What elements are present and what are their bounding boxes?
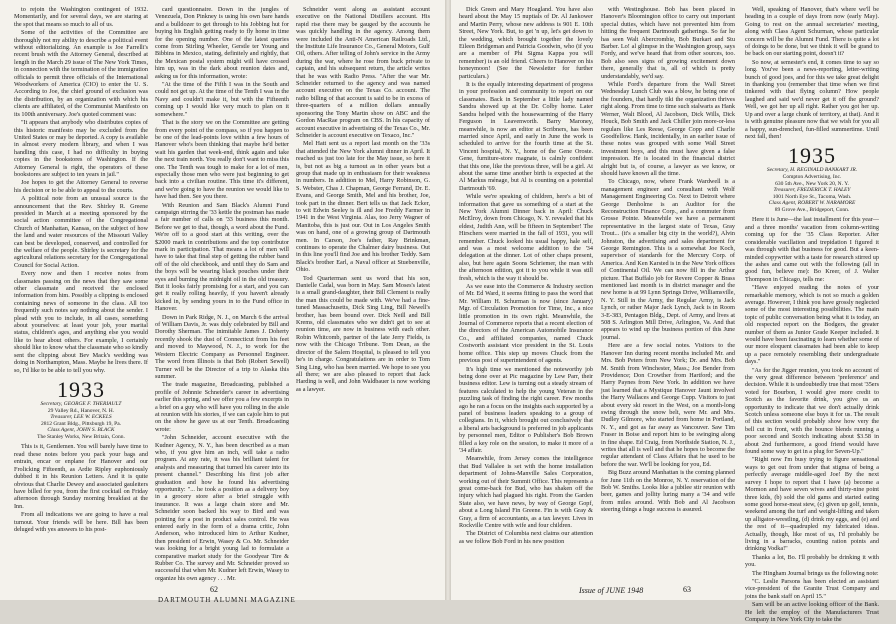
paragraph: with Westinghouse. Bob has been placed in Hanover's Bloomington office to carry out important special duties, which have not prevented him from hitting the frequent Dartmouth gatherings. So far he has seen Walt Abercrombie, Bob Burkart and Stu Barber. Lo! al glimpse in the Washington group, says Fordy, and we've heard that from other sources, too. Bob also sees signs of growing excitement down there, generally that is, all of which is pretty understandably, we'd say. [601, 6, 735, 80]
class-address: 2812 Grant Bldg., Pittsburgh 19, Pa. [40, 420, 122, 427]
class-agent: Class Agent, JOHN S. BLACK [47, 427, 115, 434]
paragraph: The District of Columbia next claims our attention as we follow Bob Ford in his new position [459, 530, 593, 545]
class-notes-1934-end [745, 6, 879, 140]
paragraph: This is it, Gentlemen. You will barely have time to read these notes before you pack your bags and entrain, encar or enplane for Hanover and our Frolicking Fifteenth, as Ardie Ripley euphoniously dubbed it in his Reunion Letters. And it is quite obvious that Charlie Dewey and associated gauleiters have billed for you, from the first cocktail on Friday afternoon through Sunday morning breakfast at the Inn. [14, 443, 148, 510]
paragraph: From all indications we are going to have a real turnout. Your friends will be here. Bill has been deluged with yes answers to his post- [14, 511, 148, 533]
right-column-3 [745, 6, 879, 624]
paragraph: To Chicago, now, where Frank Wardwell is a management engineer and consultant with Wolf Management Engineering Co. Next to Detroit where George Denholme is an Auditor for the Reconstruction Finance Corp., and a commuter from Grosse Pointe. Meanwhile we have a permanent representative in the largest state of Texas, Gray Trout... (it's a smaller big city in the world?), Alvin Johnston, the advertising and sales department for George Remington. This is a somewhat Joe Koch, supervisor of standards for the Mercury Corp. of America. And Ken Karsted is in the New York offices of Continental Oil. We can now fill in the Arthur picture. That Buffalo job for Revere Copper & Brass mentioned last month is in district manager and the new home is at 99 Lynn Springs Drive, Williamsville, N. Y. Still in the Army, the Regular Army, is Jack Lynch, or rather Major Jack Lynch, Jack is in Room 3-E-383, Pentagon Bldg., Dept. of Army, and lives at 508 S. Arlington Mill Drive, Arlington, Va. And that appears to wind up the business portion of this June journal. [601, 178, 735, 341]
paragraph: With Reunion and Sam Black's Alumni Fund campaign stirring the '33 kettle the postman has made a fair number of calls on '33 business this month. Before we get to that, though, a word about the Fund. We're off to a good start at this writing, over the $2000 mark in contributions and the top contributor mark in participation. That means a lot of men will have to take that final step of getting the rubber band off of the old checkbook, and until they do Sam and the boys will be wearing black pouches under their eyes and burning the midnight oil in the old treasury. But it looks fairly promising for a start, and you can get it really rolling heavily, if you haven't already kicked in, by sending yours in to the Fund office in Hanover. [155, 201, 289, 313]
paragraph: Well, speaking of Hanover, that's where we'll be heading in a couple of days from now (early May). Going to rest on the annual secretaries' meeting, along with Class Agent Schurman, whose particular concern will be the Alumni Fund. There is quite a lot of doings to be done, but we think it will be grand to be back on our starting point, doesn't it? [745, 6, 879, 58]
paragraph: Some of the activities of the Committee are thoroughly not my ability to describe a political event without editorializing. An example is Joe Farrelli's recent brush with the Attorney General, described at length in the March 29 issue of The New York Times, in connection with the termination of the immigration officials to permit three officials of the International Woodworkers of America (CIO) to enter the U. S. According to Joe, the chief ground of exclusion was the distribution, by an organization with which his clients are affiliated, of the Communist Manifesto on its 100th anniversary. Joe's quoted comment was: [14, 29, 148, 118]
issue-date-footer: Issue of JUNE 1948 [579, 586, 644, 595]
class-1935-header [745, 145, 879, 213]
class-year-heading: 1935 [788, 143, 836, 169]
paragraph: Dick Green and Mary Hoagland. You have also heard about the May 15 nuptials of Dr. Al Jankower and Martin Perry, whose new address is 901 E. 10th Street, New York. But, to get 'n up, let's get down to the wedding, which brought together the lovely Eileen Bridgeman and Patricia Goodwin, who (if you are a member of Phi Sigma Kappa you will remember) is an old friend. Cheers to Hanover on his honeymoon! (See the Newsletter for further particulars.) [459, 6, 593, 80]
class-address: 630 5th Ave., New York 20, N. Y. [775, 180, 849, 187]
page-number: 62 [210, 585, 218, 594]
paragraph: Meanwhile, from Jersey comes the intelligence that Bud Vallalee is set with the home installation department of Johns-Manville Sales Corporation, working out of their Summit Office. This represents a great come-back for Bud, who has shaken off the injury which had plagued his right. From the Garden State also, we have news, by way of George Gopf, about a Long Island Fin Greene. Fin is with Gray & Gray, a firm of accountants, as a tax lawyer. Lives in Rockville Centre with wife and four children. [459, 455, 593, 530]
class-secretary: Secretary, GEORGE F. THERIAULT [40, 400, 122, 407]
class-treasurer: Treasurer, FREDERICK T. HALEY [773, 187, 851, 194]
right-page [451, 0, 896, 623]
class-agent: Class Agent, ROBERT W. NARAMORE [768, 200, 856, 207]
paragraph: card questionnaire. Down in the jungles of Venezuela, Don Pinkney is using his own bare hands and a bulldozer to get through to his Jobbing hut for buying his English getting ready to fly home in time for the opening number. One of the latest queries come from Stirling Wheeler, Gerstle ter Young and Bibbins in Mexico, stating, definitely and rightly, that the Mexican postal system might will have crossed him up, was in the dark about reunion dates and, asking us for this information, wrote: [155, 6, 289, 80]
right-column-1 [459, 6, 593, 546]
paragraph: So now, at semester's end, it comes time to say so long. You've been a news-reporting, letter-writing bunch of good joes, and for this we take great delight in thanking you (remember that time when we first tinkered with that flying column? How people laughed and said we'd never get it off the ground? Well, we got her up all right. Rather you got her up. Up and over a large chunk of territory, at that). And it is with genuine pleasure now that we wish for you all a happy, sun-drenched, fun-filled summertime. Until next fall, then! [745, 58, 879, 140]
class-address: 1001 North Eye St., Tacoma, Wash. [772, 193, 852, 200]
paragraph: "It appears that anybody who distributes copies of this historic manifesto may be excluded from the United States or may be deported. A copy is available in almost every modern library, and when I was handling this case, I had no difficulty in buying copies in the bookstores of Washington. If the Attorney General is right, the operators of these bookstores are subject to ten years in jail." [14, 119, 148, 178]
paragraph: "Right now I'm busy trying to figure sensational ways to get out from under that stigma of being a perfectly average middle-aged Joe! By the next survey I hope to report that I have (a) become a Mormon and have seven wives and thirty-nine point three kids, (b) sold the old gams and started eating some good horse-meat stew, (c) given up golf, tennis, weekend among the turf and weight-lifting and taken up alligator-wrestling, (d) drink my eggs, and (e) and the rest of it—quadrupled my fabricated ideas. Actually, though, like most of us, I'd probably be living in a barracks, counting ration points and drinking Vodka!" [745, 456, 879, 553]
paragraph: While Ford's departure from the Wall Street Wednesday Lunch Club was a blow, he being one of the founders, that hardly tiki the organization thrives right along. From time to time such stalwarts as Hank Werner, Walt Blood, Al Jacobson, Dick Wills, Dick Houck, Bob Smith and Jack Chiller join more-or-less regulars like Les Reese, George Copp and Charlie Goodfellow. Hank, incidentally, in an earlier issue of these notes was grouped with some Wall Street investment boys, and this must have given a false impression. He is located in the financial district alright but is, of course, a lawyer as we know, or should have known all the time. [601, 81, 735, 177]
paragraph: While we're speaking of children, here's a bit of information that gave us something of a start at the New York Alumni Dinner back in April: Chuck McElroy, down from Chicago, N. Y. revealed that his eldest, Judith Ann, will be fifteen in September! The Hirschers were married in the fall of 1931, you will remember. Chuck looked his usual happy, hale self, and was a most welcome addition to the '34 delegation at the dinner. Lot of other chaps present, also, but here again Soons Schriemer, the man with the afternoon edition, got it to you while it was still fresh, which is the way it should be. [459, 193, 593, 282]
paragraph: Thanks a lot, Bo. I'll probably be drinking it with you. [745, 553, 879, 569]
class-notes-1932-end [14, 6, 148, 374]
paragraph: Joe hopes to get the Attorney General to reverse his decision or to be able to appeal to the courts. [14, 179, 148, 194]
class-year-heading: 1933 [57, 376, 105, 402]
class-notes-1935 [745, 216, 879, 623]
paragraph: It is the equally interesting department of progress in your profession and community to report on our classmates. Back in September a little lady named Sandra showed up at the Dr. Colby home. Later Sandra helped with the housewarming of the Harry Ferguson in Leavenworth. Barry Maroney, meanwhile, is now an editor at Scribners, has been married since April, and early in June the work is scheduled to arrive for the fourth time at the St. Vincent hospital, N. Y., home of the Gene Oroste. Gene, furniture-store magnate, is calmly confident that this one, like the previous three, will be a girl. At about the same time another birth is expected at the Al Markus ménage, but Al is counting on a potential Dartmouth '69. [459, 81, 593, 192]
class-notes-1933 [14, 443, 148, 533]
paragraph: Big Buzz around Manhattan is the coming planned for June 11th on the Monroe, N. Y. reservation of the Bob W. Smiths. Looks like a jubilee stir reunion with beer, games and jollity luring many a '34 and wife from miles around. With Bob and Al Jacobson steering things a huge success is assured. [601, 469, 735, 514]
paragraph: "Have enjoyed reading the notes of your remarkable memory, which is not so much a golden average. However, I think you have grossly neglected some of the most interesting possibilities. The main topic of public conversation being what it is today, an old respected report on the Bodgers, the greater number of them as Junior Grade Keeper included. It would have been fascinating to learn whether some of our more eloquent classmates had been able to keep up a pace remotely resembling their undergraduate days." [745, 284, 879, 366]
class-secretary: Secretary, H. REGINALD BANKART JR. [766, 167, 858, 174]
right-column-2 [601, 6, 735, 515]
paragraph: to rejoin the Washington contingent of 1932. Momentarily, and for several days, we are staring at the spot that means so much to all of us. [14, 6, 148, 28]
paragraph: Tod Quarterman sent us word that his son, Danielle Cadal, was born in May. Sam Moses's latest is a small grand-daughter, their Bill Clement is really the man this could be made with. We've had a fine-tuned Massachusetts, Dick Sing Ling, Bill Newell's brother, has been bound over. Dick Neill and Bill Krems, old classmates who we didn't get to see at reunion time, are now in business with each other. Robin Whitcomb, partner of the late Jerry Fields, is now with the Chicago Tribune. Tom Dean, as the director of the Salem Hospital, is pleased to tell you he's in charge. Congratulations are in order to Tom Sing Ling, who has been married. We hope to see you all there; we are also pleased to report that Jack Harding is well, and John Waldbauer is now working as a lawyer. [296, 274, 430, 393]
page-number: 63 [683, 585, 691, 594]
paragraph: "At the time of the Fifth I was in the South and could not get up. At the time of the Tenth I was in the Navy and couldn't make it, but with the Fifteenth coming up I would like very much to plan on it somewhere." [155, 81, 289, 118]
class-address: 29 Valley Rd., Hanover, N. H. [47, 407, 115, 414]
paragraph: Schneider went along as assistant account executive on the National Distillers account. His rapid rise there may be gauged by the accounts he was quickly handling in the agency. Among them were included the Anti-N American Railroads Ltd., the Institute Life Insurance Co., General Motors, Gulf Oil, others. After telling of John's service in the Army during the war, where he rose from buck private to captain, and his subsequent return, the article writes that he was with Radio Press. "After the war Mr. Schneider returned to the agency and was named account executive on the Texas Co. account. The radio billing of that account is said to be in excess of three-quarters of a million dollars annually sponsoring the Tony Martin show on ABC and the Gordon MacRae program on CBS. In his capacity of account executive in advertising of the Texas Co., Mr. Schneider is account executive on Texaco, Inc." [296, 6, 430, 139]
paragraph: Down in Park Ridge, N. J., on March 6 the arrival of William Davis, Jr. was duly celebrated by Bill and Dorothy Sherman. The inimitable James J. Doherty recently shook the dust of Connecticut from his feet and moved to Maywood, N. J., to work for the Western Electric Company as Personnel Engineer. The word from Illinois is that Bob (Robert Sewell) Turner will be the Director of a trip to Alaska this summer. [155, 313, 289, 380]
class-treasurer: Treasurer, LEE W. ECKELS [50, 414, 112, 421]
paragraph: That is the story we on the Committee are getting from every point of the compass, so if you happen to be one of the lead-points love within a few hours of Hanover who's been thinking that maybe he'd better wait his garden that week-end, think again and take the next train north. You really don't want to miss this one. The Tenth was tough to make for a lot of men, especially those men who were just beginning to get back into a civilian routine. This time it's different, and we're going to have the reunion we would like to have had then. See you there. [155, 119, 289, 201]
paragraph: Here it is June—the last installment for this year—and a three months' vacation from column-writing coming up for the '35 Class Reporter. After considerable vacillation and trepidation I figured it was through with that business for good. But a keen-minded copywriter with a taste for research stirred up the ashes and came out with the following (all in good fun, believe me): Bo Kreer, of J. Walter Thompson in Chicago, tells me: [745, 216, 879, 283]
magazine-title-footer: DARTMOUTH ALUMNI MAGAZINE [158, 596, 296, 604]
paragraph: "John Schneider, account executive with the Kudner Agency, N. Y., has been described as a man who, if you give him an inch, will take a radio program. At any rate, it was his brilliant talent for analysis and measuring that turned his career into its present channel." Describing his first job after graduation and how he found his advertising opportunity: "... he took a position as a delivery boy in a grocery store after a brief struggle with insurance. It was a large chain store and Mr. Schneider soon backed his way to Bird and was pointing for a post in product sales control. He was entered early in the form of a drama critic, John Anderson, who introduced him to Arthur Kudner, then president of Erwin, Wasey & Co. Mr. Schneider was looking for a bright young lad to formulate a comparative market study for the Goodyear Tire & Rubber Co. The survey and Mr. Schneider proved so successful that when Mr. Kudner left Erwin, Wasey to organize his own agency . . . Mr. [155, 434, 289, 582]
paragraph: It's high time we mentioned the noteworthy job being done over at Pic magazine by Lew Parr, their business editor. Lew is turning out a steady stream of features calculated to help the young Veteran in the puzzling task of finding the right career. Few months ago he ran a focus on the insights each supported by a panel of business leaders speaking to a group of collegians. In it, which brought out conclusively that a liberal arts background is preferred in job applicants by personnel men, Editor o Publisher's Bob Brown filled a key role on the session, to make it more of a '34 affair. [459, 365, 593, 454]
paragraph: The trade magazine, Broadcasting, published a profile of Johnnie Schneider's career in advertising earlier this spring, and we offer you a few excerpts in a brief on a guy who will have you rolling in the aisle at reunion with his stories, if we can cajole him to put on the show he gave us at our Tenth. Broadcasting wrote: [155, 381, 289, 433]
class-address: 89 Grove Ave., Bridgeport, Conn. [774, 206, 850, 213]
left-column-2 [155, 6, 289, 583]
paragraph: A political note from an unusual source is the announcement that the Rev. Shirley R. Greene presided in March at a meeting sponsored by the social action committee of the Congregational Church of Manhattan, Kansas, on the subject of how the land and water resources of the Missouri Valley can best be developed, conserved, and controlled for the welfare of the people. Shirley is secretary for the agricultural relations secretary for the Congregational Council for Social Action. [14, 195, 148, 269]
paragraph: Every now and then I receive notes from classmates passing on the news that they saw some other classmate and received the enclosed information from him. Possibly a clipping is enclosed containing news of someone in the class. All too frequently such notes say nothing about the sender. I plead with you to include, in all cases, something about yourselves: at least your job, your marital status, children's ages, and anything else you would like to hear about others. For example, I certainly should like to know what the classmate who so kindly sent the clipping about Bev Mack's wedding was doing in Northampton, Mass. Maybe he lives there. If so, I'd like to be able to tell you why. [14, 270, 148, 374]
left-column-3 [296, 6, 430, 394]
left-column-1 [14, 6, 148, 534]
paragraph: "As for the Jigger reunion, you took no account of the very great difference between 'preference' and decision. While it is undoubtedly true that most '35ers voted for Bourbon, I would give more credit to Scotch as the favorite drink, you give us an opportunity to indicate that we don't actually drink Scotch unless someone else buys it for us. The result of this section would probably show how very the bell cut in front, with the bounce blends running a poor second and Scotch indicating about $3.58 in about 2nd furthermore, a good friend would have found some way to get in a plug for Seven-Up." [745, 366, 879, 456]
paragraph: As we ease into the Commerce & Industry section of Mr. Ed Ward, it seems fitting to pass the word that Mr. William H. Schurman is now (since January) Mgr. of Circulation Promotion for Time, Inc., a nice little promotion in its own right. Meanwhile, the Journal of Commerce reports that a recent election of the directors of the American Automobile Insurance Co., and affiliated companies, named Chuck Costworth assistant vice president in the St. Louis home office. This step up moves Chuck from the previous post of superintendent of agents. [459, 283, 593, 365]
class-1933-header [14, 376, 148, 441]
paragraph: Sam will be an active looking officer of the Bank. He left the employ of the Manufacturers Trust Company in New York City to take the [745, 601, 879, 623]
paragraph: Mel Hatt sent us a report last month on the '33s that attended the New York alumni dinner in April. It reached us just too late for the May issue, so here it is, but not as big a turnout as in other years but a group that made up in enthusiasm for their weakness in numbers. In addition to Mel, Harry Robinson, G. S. Webster, Chas J. Chapman, George Ferrand, Dr. E. Evans, and George Smith, Mel and his brother, Joe, took part in the dinner. Bert tells us that Jack Ecker, to wit Edwin Seeley is ill and Joe Freddy Farmer in 1941 in the West Virginia. Alas, too Jerry Wagner of Manitoba, this is just our. Out in Los Angeles Smith was on hand, one of a growing group of Dartmouth men. In Carson, Joe's father, Ray Brinkman, continues to operate the Chalmer dairy business. Out in this line you'll find Joe and his brother Teddy. Sam Black's brother Earl, a Naval officer at Stuebenville, Ohio. [296, 140, 430, 274]
paragraph: "C. Leslie Parsons has been elected an assistant vice-president of the Granite Trust Company and joins the bank staff on April 15." [745, 577, 879, 600]
paragraph: Here are a few social notes. Visitors to the Hanover Inn during recent months included Mr. and Mrs. Bob Peters from New York; Dr. and Mrs. Bob M. Smith from Winchester, Mass.; Joe Bender from Providence; Don Crowther from Hartford; and the Harry Paynes from New York. In addition we have just learned that a Mystique Hanover Jaunt involved the Harry Wallaces and George Cupp. Visitors to just about every ski resort in the West, on a month-long swing through the snow belt, were Mr. and Mrs. Dudley Gilmore, who started from home in Portland, N. Y., and got as far away as Vancouver. Saw Tim Fraser in Boise and report him to be swinging along in fine shape. Ed Craig, from Northside Station, N. J., writes that all is well and that he hopes to become the regular attendant of Class Affairs that he used to be before the war. We'll be looking for you, Ed. [601, 342, 735, 468]
left-page [0, 0, 445, 604]
class-address: The Stanley Works, New Britain, Conn. [37, 433, 125, 440]
class-address: Compton Advertising, Inc. [782, 173, 842, 180]
paragraph: The Hingham Journal brings us the following note: [752, 569, 879, 577]
